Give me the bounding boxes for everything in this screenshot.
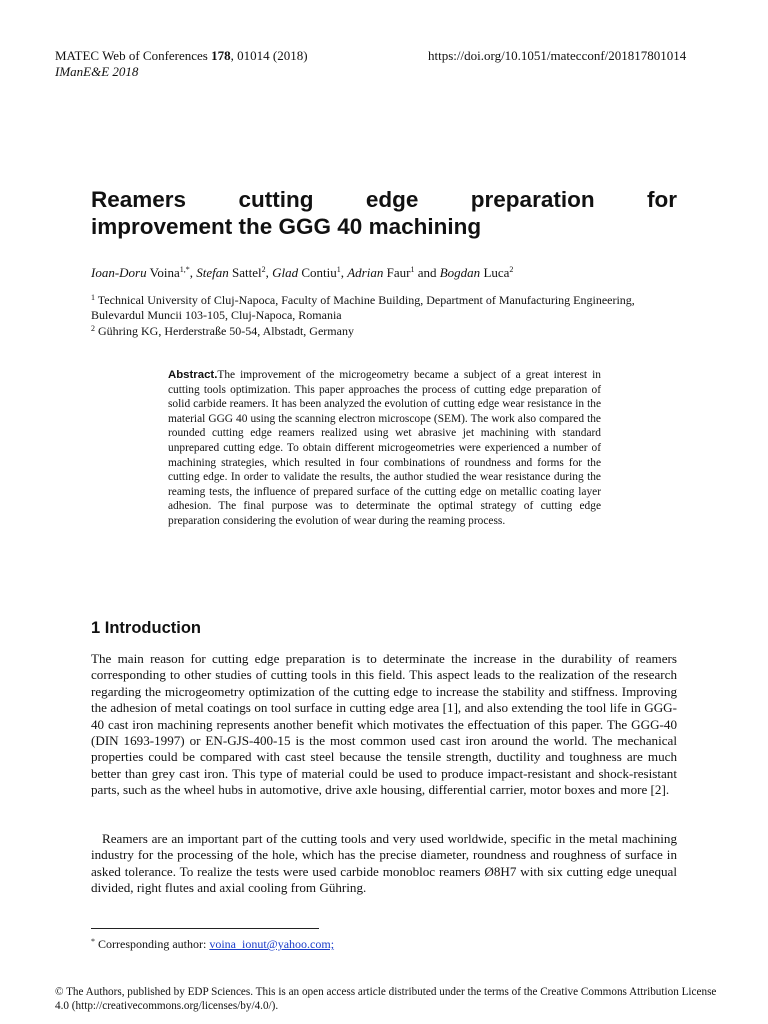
- affiliation-1: [91, 290, 681, 323]
- body-paragraph: Reamers are an important part of the cutting tools and very used worldwide, specific in the metal machining industry for the processing of the hole, which has the precise diameter, roundness and roughness of surface in asked tolerance. To realize the tests were used carbide monobloc reamers Ø8H7 with six cutting edge unequal divided, right flutes and axial cooling from Gühring.: [91, 831, 677, 896]
- affiliation-text: Gühring KG, Herderstraße 50-54, Albstadt, Germany: [98, 324, 354, 338]
- affiliation-2: [91, 321, 681, 339]
- journal-issue: , 01014 (2018): [230, 48, 308, 63]
- footnote: [91, 937, 334, 952]
- affiliation-text: Technical University of Cluj-Napoca, Faculty of Machine Building, Department of Manufacturing Engineering, Bulevardul Muncii 103-105, Cluj-Napoca, Romania: [91, 293, 635, 322]
- license-notice: © The Authors, published by EDP Sciences. This is an open access article distributed under the terms of the Creative Commons Attribution License 4.0 (http://creativecommons.org/licenses/by/4.0/).: [55, 986, 717, 1012]
- footnote-mark: *: [91, 937, 95, 946]
- title-word: cutting: [238, 187, 314, 212]
- email-link[interactable]: voina_ionut@yahoo.com;: [209, 937, 335, 951]
- paper-title: [91, 186, 677, 240]
- abstract-text: The improvement of the microgeometry became a subject of a great interest in cutting tools optimization. This paper approaches the process of cutting edge preparation of solid carbide reamers. It has been analyzed the evolution of cutting edge wear resistance in the material GGG 40 using the scanning electron microscope (SEM). The work also compared the rounded cutting edge reamers realized using wet abrasive jet machining with standard unprepared cutting edge. To obtain different microgeometries were experienced a number of machining strategies, which resulted in four combinations of roundness and forms for the cutting edge. In order to validate the results, the author studied the wear resistance during the reaming tests, the influence of prepared surface of the cutting edge on metallic coating layer adhesion. The final purpose was to determinate the optimal strategy of cutting edge preparation considering the evolution of wear during the reaming process.: [168, 369, 601, 527]
- body-paragraph: The main reason for cutting edge preparation is to determinate the increase in the durability of reamers corresponding to other studies of cutting tools in this field. This aspect leads to the realization of the research regarding the microgeometry optimization of the cutting edge to increase the stability and stiffness. Improving the adhesion of metal coatings on tool surface in cutting edge area [1], and also extending the tool life in GGG-40 cast iron machining represents another benefit which motivates the effectuation of this paper. The GGG-40 (DIN 1693-1997) or EN-GJS-400-15 is the most common used cast iron around the world. The mechanical properties could be compared with cast steel because the tensile strength, ductility and toughness are much better than grey cast iron. This type of material could be used to produce impact-resistant and shock-resistant parts, such as the wheel hubs in automotive, drive axle housing, differential carrier, motor boxes and more [2].: [91, 651, 677, 798]
- author-list: [91, 265, 513, 281]
- footnote-label: Corresponding author:: [95, 937, 210, 951]
- section-heading: 1 Introduction: [91, 619, 201, 637]
- doi-link[interactable]: https://doi.org/10.1051/matecconf/201817801014: [428, 48, 687, 63]
- title-word: edge: [365, 187, 419, 212]
- title-word: Reamers: [91, 187, 187, 212]
- abstract-label: Abstract.: [168, 369, 218, 381]
- author: Bogdan Luca$^2$: [439, 265, 514, 280]
- affiliation-mark: 2: [91, 324, 95, 333]
- conference-name: IManE&E 2018: [55, 64, 139, 79]
- title-line-2: improvement the GGG 40 machining: [91, 214, 482, 239]
- author: Stefan Sattel$^2$,: [196, 265, 273, 280]
- author: Glad Contiu$^1$,: [272, 265, 348, 280]
- journal-volume: 178: [211, 48, 231, 63]
- footnote-divider: [91, 928, 319, 929]
- author: Ioan-Doru Voina$^{1,*}$,: [91, 265, 197, 280]
- title-word: for: [646, 187, 677, 212]
- title-word: preparation: [470, 187, 595, 212]
- journal-name: MATEC Web of Conferences: [55, 48, 208, 63]
- abstract: [168, 368, 601, 529]
- journal-header: [55, 48, 308, 64]
- title-line-1: [91, 186, 677, 213]
- author: Adrian Faur$^1$ and: [347, 265, 440, 280]
- affiliation-mark: 1: [91, 293, 95, 302]
